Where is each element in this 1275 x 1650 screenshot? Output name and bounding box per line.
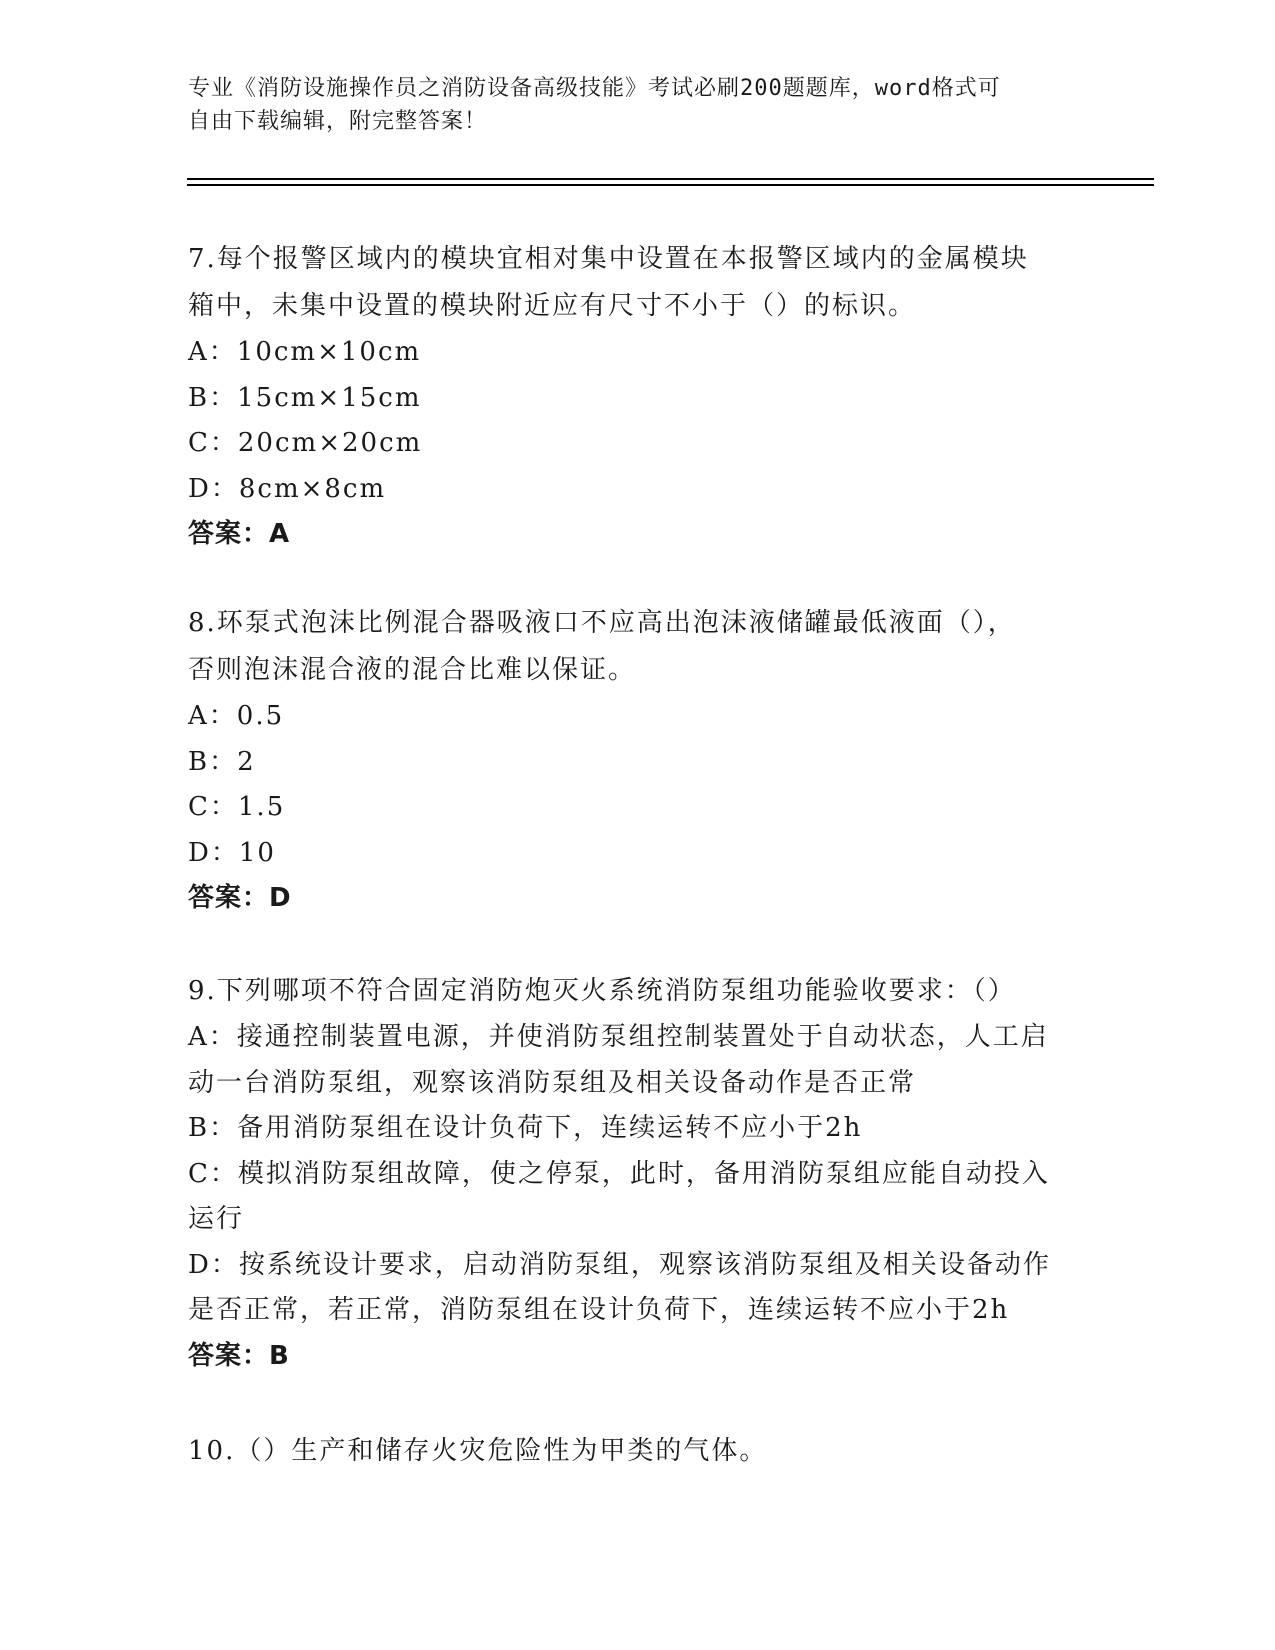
answer-label: 答案：B: [188, 1340, 290, 1371]
option-d: D：按系统设计要求，启动消防泵组，观察该消防泵组及相关设备动作: [188, 1249, 1051, 1280]
question-stem: 7.每个报警区域内的模块宜相对集中设置在本报警区域内的金属模块: [188, 244, 1029, 274]
option-c: C：模拟消防泵组故障，使之停泵，此时，备用消防泵组应能自动投入: [188, 1158, 1050, 1189]
option-a: A：0.5: [188, 701, 285, 731]
question-stem: 8.环泵式泡沫比例混合器吸液口不应高出泡沫液储罐最低液面（），: [188, 608, 1016, 638]
header-divider-top: [187, 178, 1154, 180]
question-stem: 箱中，未集中设置的模块附近应有尺寸不小于（）的标识。: [188, 291, 917, 321]
question-9: [188, 968, 1051, 1379]
option-b: B：备用消防泵组在设计负荷下，连续运转不应小于2h: [188, 1113, 863, 1143]
header-line-1: 专业《消防设施操作员之消防设备高级技能》考试必刷200题题库，word格式可: [188, 76, 1001, 101]
option-d-continued: 是否正常，若正常，消防泵组在设计负荷下，连续运转不应小于2h: [188, 1295, 1010, 1325]
question-10: [188, 1428, 767, 1475]
option-d: D：10: [188, 837, 276, 868]
answer-label: 答案：D: [188, 883, 292, 913]
question-stem: 10.（）生产和储存火灾危险性为甲类的气体。: [188, 1436, 768, 1466]
option-d: D：8cm×8cm: [188, 473, 387, 504]
header-divider-bottom: [187, 184, 1154, 186]
question-stem: 9.下列哪项不符合固定消防炮灭火系统消防泵组功能验收要求：（）: [188, 976, 1016, 1006]
question-8: [188, 600, 1016, 921]
option-c-continued: 运行: [188, 1204, 245, 1234]
option-c: C：1.5: [188, 792, 286, 822]
question-7: [188, 236, 1029, 557]
document-header: [188, 72, 1088, 138]
answer-label: 答案：A: [188, 519, 291, 549]
option-b: B：2: [188, 746, 256, 777]
option-a: A：10cm×10cm: [188, 337, 422, 367]
option-c: C：20cm×20cm: [188, 428, 423, 458]
option-b: B：15cm×15cm: [188, 382, 422, 413]
option-a-continued: 动一台消防泵组，观察该消防泵组及相关设备动作是否正常: [188, 1067, 917, 1098]
option-a: A：接通控制装置电源，并使消防泵组控制装置处于自动状态，人工启: [188, 1022, 1049, 1052]
header-line-2: 自由下载编辑，附完整答案！: [188, 109, 488, 134]
question-stem: 否则泡沫混合液的混合比难以保证。: [188, 655, 637, 685]
